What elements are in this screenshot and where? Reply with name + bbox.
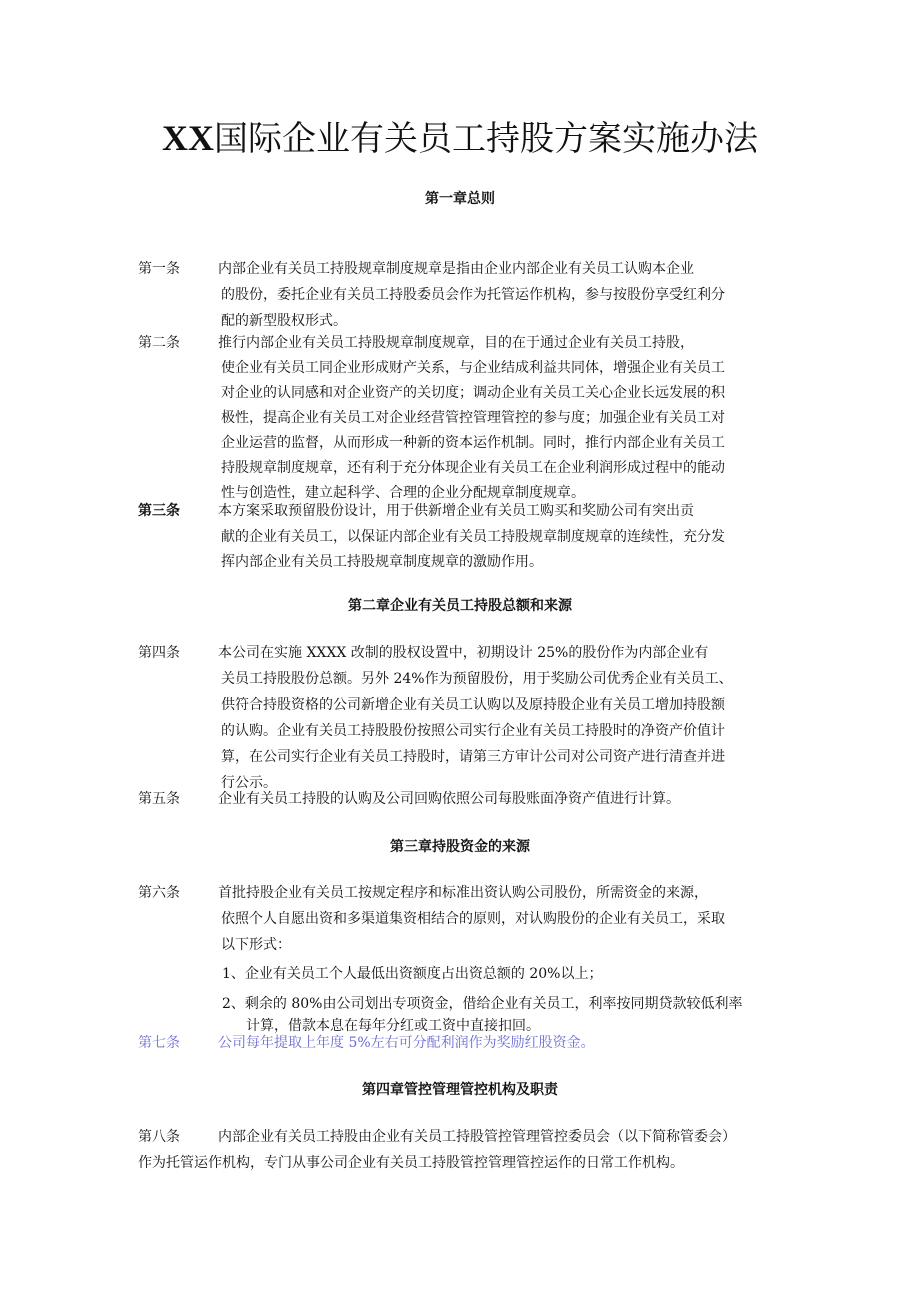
article-line: 依照个人自愿出资和多渠道集资相结合的原则，对认购股份的企业有关员工，采取 [221,911,725,927]
article-number: 第三条 [138,503,180,519]
article-number: 第四条 [138,645,180,661]
list-item-continuation: 计算，借款本息在每年分红或工资中直接扣回。 [246,1018,540,1034]
article-line: 算，在公司实行企业有关员工持股时，请第三方审计公司对公司资产进行清查并进 [221,749,725,765]
chapter-heading-4: 第四章管控管理管控机构及职责 [362,1082,558,1098]
article-line: 内部企业有关员工持股由企业有关员工持股管控管理管控委员会（以下简称管委会） [218,1129,736,1145]
article-line: 首批持股企业有关员工按规定程序和标准出资认购公司股份，所需资金的来源， [218,885,708,901]
article-number: 第七条 [138,1035,180,1051]
chapter-heading-1: 第一章总则 [425,191,495,207]
article-number: 第六条 [138,885,180,901]
article-number: 第八条 [138,1129,180,1145]
article-line: 作为托管运作机构，专门从事公司企业有关员工持股管控管理管控运作的日常工作机构。 [138,1155,684,1171]
article-line: 供符合持股资格的公司新增企业有关员工认购以及原持股企业有关员工增加持股额 [221,697,725,713]
article-line: 的股份，委托企业有关员工持股委员会作为托管运作机构，参与按股份享受红利分 [221,287,725,303]
chapter-heading-2: 第二章企业有关员工持股总额和来源 [348,598,572,614]
article-line: 持股规章制度规章，还有利于充分体现企业有关员工在企业利润形成过程中的能动 [221,460,725,476]
article-line: 使企业有关员工同企业形成财产关系，与企业结成利益共同体，增强企业有关员工 [221,360,725,376]
article-line: 对企业的认同感和对企业资产的关切度；调动企业有关员工关心企业长远发展的积 [221,385,725,401]
article-number: 第五条 [138,791,180,807]
article-line: 本公司在实施 XXXX 改制的股权设置中，初期设计 25%的股份作为内部企业有 [218,645,709,661]
article-line: 内部企业有关员工持股规章制度规章是指由企业内部企业有关员工认购本企业 [218,261,694,277]
article-line: 推行内部企业有关员工持股规章制度规章，目的在于通过企业有关员工持股， [218,335,694,351]
list-item: 2、剩余的 80%由公司划出专项资金，借给企业有关员工，利率按同期贷款较低利率 [222,996,743,1012]
article-line: 本方案采取预留股份设计，用于供新增企业有关员工购买和奖励公司有突出贡 [218,503,694,519]
article-line: 配的新型股权形式。 [221,313,347,329]
chapter-heading-3: 第三章持股资金的来源 [390,839,530,855]
article-line: 企业有关员工持股的认购及公司回购依照公司每股账面净资产值进行计算。 [218,791,680,807]
article-line: 极性，提高企业有关员工对企业经营管控管理管控的参与度；加强企业有关员工对 [221,410,725,426]
article-line: 献的企业有关员工，以保证内部企业有关员工持股规章制度规章的连续性，充分发 [221,529,725,545]
article-line: 关员工持股股份总额。另外 24%作为预留股份，用于奖励公司优秀企业有关员工、 [221,671,733,687]
article-line: 企业运营的监督，从而形成一种新的资本运作机制。同时，推行内部企业有关员工 [221,435,725,451]
document-title [0,114,920,163]
title-main: 国际企业有关员工持股方案实施办法 [214,119,758,159]
article-line: 挥内部企业有关员工持股规章制度规章的激励作用。 [221,554,543,570]
article-number: 第一条 [138,261,180,277]
article-line: 性与创造性，建立起科学、合理的企业分配规章制度规章。 [221,485,585,501]
title-prefix: XX [162,118,214,158]
article-line: 以下形式： [221,937,291,953]
article-line: 公司每年提取上年度 5%左右可分配利润作为奖励红股资金。 [218,1035,595,1051]
list-item: 1、企业有关员工个人最低出资额度占出资总额的 20%以上； [222,966,603,982]
article-line: 行公示。 [221,775,277,791]
article-line: 的认购。企业有关员工持股股份按照公司实行企业有关员工持股时的净资产价值计 [221,723,725,739]
article-number: 第二条 [138,335,180,351]
